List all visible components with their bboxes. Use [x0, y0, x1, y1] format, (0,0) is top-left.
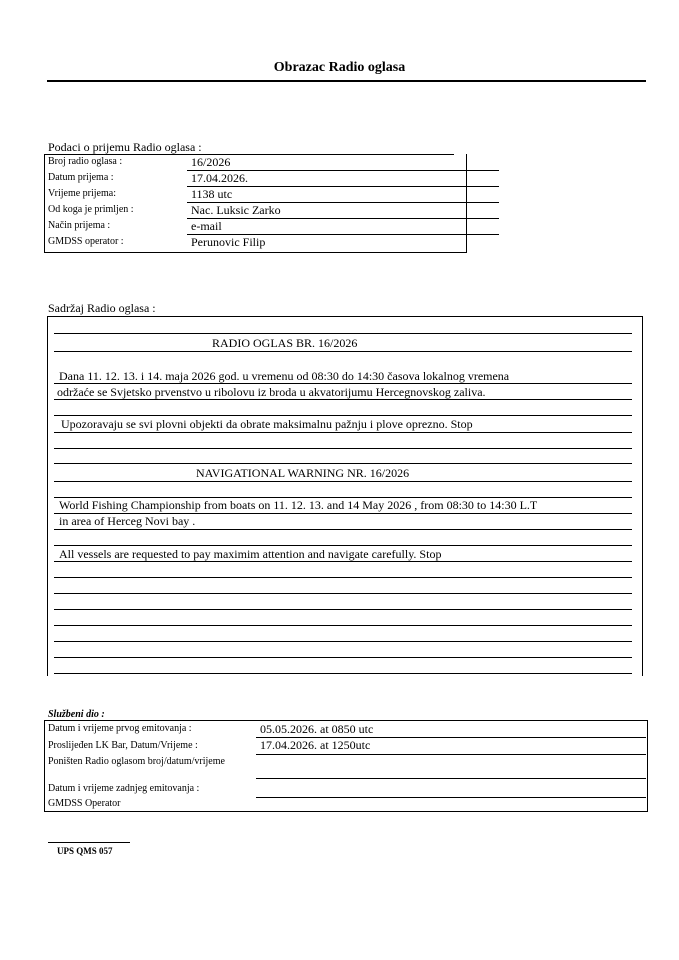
ruled-line	[54, 448, 632, 449]
content-box	[47, 316, 643, 676]
value-underline	[256, 797, 646, 798]
official-heading: Službeni dio :	[48, 709, 105, 720]
ruled-line	[54, 545, 632, 546]
reception-label: Od koga je primljen :	[48, 204, 134, 215]
value-underline	[256, 754, 646, 755]
reception-label: Datum prijema :	[48, 172, 114, 183]
official-label: Poništen Radio oglasom broj/datum/vrijeme	[48, 756, 225, 767]
ruled-line	[54, 399, 632, 400]
reception-value: 16/2026	[191, 155, 231, 169]
ruled-line	[54, 463, 632, 464]
ruled-line	[54, 657, 632, 658]
title-divider	[47, 80, 646, 82]
official-value: 05.05.2026. at 0850 utc	[260, 722, 374, 736]
reception-value: 17.04.2026.	[191, 171, 248, 185]
reception-value: Nac. Luksic Zarko	[191, 203, 281, 217]
ruled-line	[54, 593, 632, 594]
content-heading: Sadržaj Radio oglasa :	[48, 301, 156, 315]
official-box	[44, 720, 648, 812]
nav-warning-text: in area of Herceg Novi bay .	[59, 514, 196, 528]
page-title: Obrazac Radio oglasa	[273, 60, 406, 75]
local-warning-text: Upozoravaju se svi plovni objekti da obrate maksimalnu pažnju i plove oprezno. Stop	[61, 417, 473, 431]
nav-warning-title: NAVIGATIONAL WARNING NR. 16/2026	[196, 466, 410, 480]
ruled-line	[54, 415, 632, 416]
form-code: UPS QMS 057	[57, 846, 113, 856]
official-label: Datum i vrijeme prvog emitovanja :	[48, 723, 192, 734]
reception-row	[45, 203, 466, 219]
local-warning-text: Dana 11. 12. 13. i 14. maja 2026 god. u vremenu od 08:30 do 14:30 časova lokalnog vremena	[59, 369, 510, 383]
reception-row	[45, 187, 466, 203]
ruled-line	[54, 577, 632, 578]
reception-label: GMDSS operator :	[48, 236, 124, 247]
reception-heading: Podaci o prijemu Radio oglasa :	[48, 140, 202, 154]
reception-label: Način prijema :	[48, 220, 111, 231]
nav-warning-text: All vessels are requested to pay maximim attention and navigate carefully. Stop	[59, 547, 442, 561]
reception-row	[45, 155, 466, 171]
ruled-line	[54, 641, 632, 642]
ruled-line	[54, 481, 632, 482]
local-warning-text: održaće se Svjetsko prvenstvo u ribolovu iz broda u akvatorijumu Hercegnovskog zaliva.	[57, 385, 486, 399]
reception-label: Broj radio oglasa :	[48, 156, 123, 167]
ruled-line	[54, 383, 632, 384]
ruled-line	[54, 673, 632, 674]
reception-label: Vrijeme prijema:	[48, 188, 116, 199]
official-value: 17.04.2026. at 1250utc	[260, 738, 371, 752]
local-warning-title: RADIO OGLAS BR. 16/2026	[212, 336, 358, 350]
official-label: Proslijeđen LK Bar, Datum/Vrijeme :	[48, 740, 198, 751]
reception-value: 1138 utc	[191, 187, 233, 201]
ruled-line	[54, 432, 632, 433]
reception-row	[45, 219, 466, 235]
ruled-line	[54, 529, 632, 530]
ruled-line	[54, 333, 632, 334]
ruled-line	[54, 351, 632, 352]
official-label: Datum i vrijeme zadnjeg emitovanja :	[48, 783, 200, 794]
reception-box	[44, 154, 467, 253]
ruled-line	[54, 625, 632, 626]
reception-row	[45, 235, 466, 251]
ruled-line	[54, 561, 632, 562]
reception-value: e-mail	[191, 219, 222, 233]
value-underline	[256, 778, 646, 779]
reception-value: Perunovic Filip	[191, 235, 266, 249]
reception-row	[45, 171, 466, 187]
nav-warning-text: World Fishing Championship from boats on 11. 12. 13. and 14 May 2026 , from 08:30 to 14:30 L.T	[59, 498, 538, 512]
ruled-line	[54, 609, 632, 610]
official-label: GMDSS Operator	[48, 798, 121, 809]
footer-divider	[48, 842, 130, 843]
